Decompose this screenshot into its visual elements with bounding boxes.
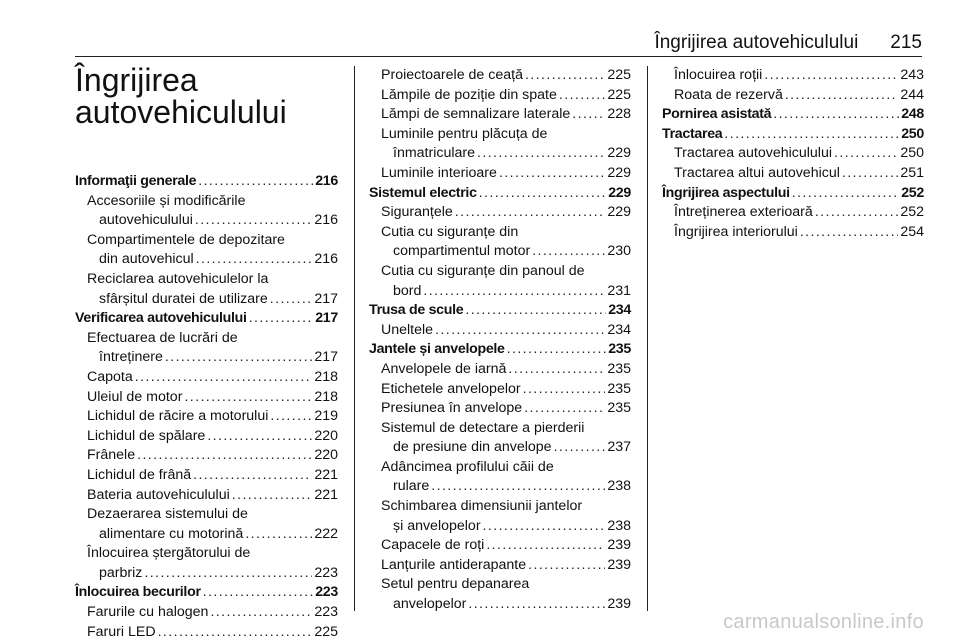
toc-entry-row: [381, 105, 631, 125]
toc-entry-row: [381, 203, 631, 223]
toc-item-entry[interactable]: [369, 203, 631, 223]
toc-column-1: [75, 172, 338, 642]
toc-entry-row: [381, 282, 631, 302]
toc-entry-text: Dezaerarea sistemului de: [87, 506, 248, 523]
toc-entry-text: Capacele de roți: [381, 537, 485, 554]
toc-entry-row: [87, 211, 338, 231]
toc-item-entry[interactable]: [75, 603, 338, 623]
leader-dots: [144, 564, 312, 584]
toc-page-number: 234: [607, 321, 631, 338]
toc-entry-continuation: compartimentul motor: [393, 243, 531, 260]
toc-page-number: 229: [607, 204, 631, 221]
leader-dots: [554, 438, 606, 458]
toc-entry-row: [87, 603, 338, 623]
toc-section-entry[interactable]: [75, 583, 338, 603]
toc-item-entry[interactable]: [75, 486, 338, 506]
toc-entry-text: Întreținerea exterioară: [674, 204, 813, 221]
toc-entry-row: [381, 360, 631, 380]
leader-dots: [435, 321, 605, 341]
toc-page-number: 238: [607, 517, 631, 534]
toc-entry-row: [87, 388, 338, 408]
toc-entry-text: Uleiul de motor: [87, 388, 183, 405]
toc-entry-text: Uneltele: [381, 321, 434, 338]
column-divider-1: [354, 66, 355, 611]
toc-entry-text: Bateria autovehiculului: [87, 486, 230, 503]
toc-entry-row: [381, 66, 631, 86]
leader-dots: [477, 144, 605, 164]
toc-entry-continuation: și anvelopelor: [393, 517, 481, 534]
toc-entry-row: [369, 301, 631, 321]
toc-column-2: [369, 66, 631, 615]
toc-page-number: 235: [607, 400, 631, 417]
toc-entry-continuation: bord: [393, 282, 422, 299]
toc-item-entry[interactable]: [369, 575, 631, 614]
toc-entry-row: [662, 105, 924, 125]
toc-item-entry[interactable]: [369, 125, 631, 164]
chapter-title-line-1: Îngrijirea: [75, 62, 198, 98]
toc-entry-text: Presiunea în anvelope: [381, 400, 523, 417]
toc-entry-row: [381, 595, 631, 615]
leader-dots: [203, 583, 314, 603]
leader-dots: [270, 290, 313, 310]
toc-entry-text: Înlocuirea roții: [674, 67, 763, 83]
toc-entry-text: Lămpile de poziție din spate: [381, 86, 557, 103]
toc-entry-text: Sistemul electric: [369, 184, 477, 201]
toc-page-number: 239: [607, 556, 631, 573]
leader-dots: [842, 164, 898, 184]
toc-entry-text: Tractarea altui autovehicul: [674, 164, 840, 181]
toc-entry-row: [674, 144, 924, 164]
toc-page-number: 238: [607, 478, 631, 495]
toc-entry-text: Înlocuirea becurilor: [75, 584, 201, 601]
toc-entry-text: Cutia cu siguranțe din panoul de: [381, 262, 585, 279]
toc-page-number: 222: [314, 525, 338, 542]
toc-page-number: 228: [607, 106, 631, 123]
toc-item-entry[interactable]: [369, 458, 631, 497]
toc-item-entry[interactable]: [369, 360, 631, 380]
toc-item-entry[interactable]: [369, 399, 631, 419]
toc-entry-continuation: sfârșitul duratei de utilizare: [99, 290, 268, 307]
toc-entry-row: [75, 583, 338, 603]
toc-page-number: 250: [901, 125, 924, 142]
toc-entry-text: Siguranțele: [381, 204, 453, 221]
toc-entry-text: Lichidul de răcire a motorului: [87, 408, 269, 425]
toc-column-3: [662, 66, 924, 242]
toc-page-number: 243: [900, 67, 924, 83]
leader-dots: [184, 388, 312, 408]
toc-entry-text: Lichidul de frână: [87, 466, 192, 483]
toc-entry-row: [381, 517, 631, 537]
leader-dots: [196, 250, 313, 270]
leader-dots: [465, 301, 606, 321]
toc-page-number: 221: [314, 466, 338, 483]
leader-dots: [135, 368, 313, 388]
leader-dots: [486, 536, 605, 556]
leader-dots: [507, 340, 607, 360]
leader-dots: [198, 172, 313, 192]
toc-entry-continuation: întreținere: [99, 349, 163, 366]
toc-page-number: 218: [314, 368, 338, 385]
header-rule: [75, 56, 922, 57]
toc-section-entry[interactable]: [369, 340, 631, 360]
toc-page-number: 220: [314, 427, 338, 444]
toc-page-number: 234: [608, 302, 631, 319]
toc-entry-continuation: alimentare cu motorină: [99, 525, 244, 542]
toc-item-entry[interactable]: [369, 536, 631, 556]
toc-entry-continuation: rulare: [393, 478, 430, 495]
toc-page-number: 248: [901, 106, 924, 123]
toc-item-entry[interactable]: [369, 223, 631, 262]
toc-entry-row: [662, 184, 924, 204]
toc-entry-row: [381, 399, 631, 419]
toc-item-entry[interactable]: [369, 66, 631, 86]
toc-entry-row: [87, 427, 338, 447]
header-title: Îngrijirea autovehiculului: [654, 32, 859, 53]
toc-page-number: 221: [314, 486, 338, 503]
toc-page-number: 235: [607, 380, 631, 397]
toc-entry-text: Îngrijirea interiorului: [674, 223, 798, 240]
toc-entry-text: Lanțurile antiderapante: [381, 556, 527, 573]
toc-item-entry[interactable]: [662, 144, 924, 164]
toc-page-number: 237: [607, 439, 631, 456]
toc-page-number: 252: [900, 204, 924, 221]
toc-page-number: 239: [607, 596, 631, 613]
toc-page-number: 239: [607, 537, 631, 554]
toc-page-number: 235: [608, 341, 631, 358]
toc-page-number: 225: [607, 86, 631, 103]
toc-entry-row: [381, 438, 631, 458]
toc-entry-row: [75, 309, 338, 329]
toc-entry-row: [381, 86, 631, 106]
leader-dots: [525, 66, 605, 86]
toc-entry-text: Verificarea autovehiculului: [75, 310, 247, 327]
toc-entry-row: [87, 407, 338, 427]
toc-entry-row: [381, 556, 631, 576]
toc-item-entry[interactable]: [369, 556, 631, 576]
toc-page-number: 216: [314, 212, 338, 229]
toc-page-number: 225: [607, 67, 631, 83]
toc-section-entry[interactable]: [662, 125, 924, 145]
leader-dots: [207, 427, 312, 447]
page-header: [654, 32, 922, 54]
toc-page-number: 235: [607, 360, 631, 377]
toc-page-number: 218: [314, 388, 338, 405]
toc-entry-row: [87, 290, 338, 310]
leader-dots: [523, 380, 606, 400]
leader-dots: [232, 486, 313, 506]
toc-item-entry[interactable]: [662, 223, 924, 243]
leader-dots: [431, 477, 605, 497]
toc-entry-text: Setul pentru depanarea: [381, 576, 530, 593]
leader-dots: [270, 407, 312, 427]
toc-entry-continuation: de presiune din anvelope: [393, 439, 552, 456]
toc-page-number: 216: [315, 173, 338, 189]
leader-dots: [165, 348, 312, 368]
leader-dots: [528, 556, 605, 576]
toc-entry-text: Jantele și anvelopele: [369, 341, 505, 358]
toc-item-entry[interactable]: [369, 86, 631, 106]
toc-entry-text: Faruri LED: [87, 623, 156, 640]
toc-entry-text: Lămpi de semnalizare laterale: [381, 106, 571, 123]
leader-dots: [479, 184, 607, 204]
toc-page-number: 217: [315, 310, 338, 327]
leader-dots: [785, 86, 898, 106]
toc-entry-row: [381, 536, 631, 556]
leader-dots: [193, 466, 312, 486]
toc-entry-text: Capota: [87, 368, 133, 385]
toc-entry-row: [87, 486, 338, 506]
toc-page-number: 217: [314, 290, 338, 307]
toc-item-entry[interactable]: [369, 164, 631, 184]
toc-entry-row: [674, 86, 924, 106]
toc-entry-row: [87, 348, 338, 368]
toc-entry-row: [381, 242, 631, 262]
leader-dots: [455, 203, 606, 223]
toc-entry-text: Reciclarea autovehiculelor la: [87, 270, 269, 287]
leader-dots: [210, 603, 312, 623]
toc-entry-text: Informaţii generale: [75, 173, 197, 189]
toc-entry-row: [381, 477, 631, 497]
toc-item-entry[interactable]: [75, 544, 338, 583]
leader-dots: [572, 105, 605, 125]
toc-entry-text: Trusa de scule: [369, 302, 464, 319]
watermark: carmanualsonline.info: [723, 611, 924, 633]
toc-entry-continuation: anvelopelor: [393, 596, 467, 613]
leader-dots: [532, 242, 605, 262]
toc-entry-row: [87, 525, 338, 545]
toc-section-entry[interactable]: [662, 105, 924, 125]
toc-page-number: 220: [314, 447, 338, 464]
toc-page-number: 250: [900, 145, 924, 162]
leader-dots: [158, 623, 313, 642]
toc-entry-text: Schimbarea dimensiunii jantelor: [381, 498, 583, 515]
toc-item-entry[interactable]: [75, 192, 338, 231]
toc-entry-row: [87, 466, 338, 486]
chapter-title: [75, 64, 287, 128]
toc-entry-row: [381, 380, 631, 400]
toc-page-number: 229: [607, 164, 631, 181]
chapter-title-line-2: autovehiculului: [75, 94, 287, 130]
leader-dots: [724, 125, 899, 145]
leader-dots: [195, 211, 312, 231]
leader-dots: [137, 446, 312, 466]
toc-entry-text: Luminile pentru plăcuța de: [381, 125, 548, 142]
toc-entry-row: [674, 164, 924, 184]
leader-dots: [423, 282, 605, 302]
toc-item-entry[interactable]: [75, 427, 338, 447]
toc-entry-row: [381, 164, 631, 184]
toc-page-number: 219: [314, 408, 338, 425]
toc-page-number: 223: [314, 564, 338, 581]
leader-dots: [834, 144, 898, 164]
toc-entry-row: [87, 623, 338, 642]
toc-entry-text: Efectuarea de lucrări de: [87, 329, 238, 346]
toc-item-entry[interactable]: [75, 505, 338, 544]
toc-item-entry[interactable]: [75, 466, 338, 486]
toc-entry-row: [381, 144, 631, 164]
toc-entry-text: Cutia cu siguranțe din: [381, 223, 519, 240]
toc-page-number: 223: [315, 584, 338, 601]
toc-page-number: 244: [900, 86, 924, 103]
toc-entry-continuation: autovehiculului: [99, 212, 193, 229]
toc-entry-row: [674, 66, 924, 86]
toc-entry-text: Lichidul de spălare: [87, 427, 206, 444]
toc-item-entry[interactable]: [75, 270, 338, 309]
toc-item-entry[interactable]: [662, 164, 924, 184]
toc-item-entry[interactable]: [369, 497, 631, 536]
toc-entry-continuation: parbriz: [99, 564, 143, 581]
leader-dots: [245, 525, 312, 545]
toc-page-number: 230: [607, 243, 631, 260]
leader-dots: [815, 203, 899, 223]
toc-page-number: 216: [314, 251, 338, 268]
toc-entry-row: [662, 125, 924, 145]
toc-entry-text: Adâncimea profilului căii de: [381, 458, 554, 475]
leader-dots: [800, 223, 899, 243]
toc-item-entry[interactable]: [662, 203, 924, 223]
toc-entry-text: Frânele: [87, 447, 136, 464]
toc-section-entry[interactable]: [75, 172, 338, 192]
toc-page-number: 225: [314, 623, 338, 640]
toc-entry-text: Tractarea: [662, 125, 723, 142]
leader-dots: [764, 66, 898, 86]
leader-dots: [524, 399, 605, 419]
toc-item-entry[interactable]: [75, 329, 338, 368]
toc-item-entry[interactable]: [75, 407, 338, 427]
toc-item-entry[interactable]: [369, 380, 631, 400]
toc-item-entry[interactable]: [75, 446, 338, 466]
toc-entry-text: Anvelopele de iarnă: [381, 360, 507, 377]
leader-dots: [773, 105, 899, 125]
toc-entry-row: [87, 446, 338, 466]
toc-entry-text: Etichetele anvelopelor: [381, 380, 521, 397]
toc-page-number: 229: [607, 145, 631, 162]
toc-entry-continuation: din autovehicul: [99, 251, 194, 268]
toc-entry-row: [381, 321, 631, 341]
toc-entry-row: [87, 368, 338, 388]
toc-item-entry[interactable]: [75, 388, 338, 408]
toc-entry-row: [674, 223, 924, 243]
toc-entry-text: Proiectoarele de ceață: [381, 67, 523, 83]
toc-page-number: 251: [900, 164, 924, 181]
toc-page-number: 217: [314, 349, 338, 366]
leader-dots: [468, 595, 605, 615]
toc-entry-text: Farurile cu halogen: [87, 604, 209, 621]
toc-item-entry[interactable]: [369, 262, 631, 301]
toc-entry-text: Compartimentele de depozitare: [87, 231, 285, 248]
toc-section-entry[interactable]: [662, 184, 924, 204]
toc-entry-row: [87, 250, 338, 270]
toc-item-entry[interactable]: [75, 231, 338, 270]
leader-dots: [508, 360, 605, 380]
toc-entry-row: [674, 203, 924, 223]
toc-item-entry[interactable]: [369, 419, 631, 458]
toc-item-entry[interactable]: [662, 66, 924, 86]
toc-entry-text: Sistemul de detectare a pierderii: [381, 419, 585, 436]
toc-section-entry[interactable]: [369, 184, 631, 204]
toc-item-entry[interactable]: [369, 105, 631, 125]
toc-item-entry[interactable]: [369, 321, 631, 341]
toc-section-entry[interactable]: [75, 309, 338, 329]
leader-dots: [249, 309, 314, 329]
leader-dots: [483, 517, 606, 537]
header-page-number: 215: [890, 32, 922, 53]
toc-page-number: 252: [901, 184, 924, 201]
toc-entry-text: Îngrijirea aspectului: [662, 184, 790, 201]
toc-entry-text: Pornirea asistată: [662, 106, 772, 123]
toc-page-number: 231: [607, 282, 631, 299]
toc-page-number: 223: [314, 604, 338, 621]
toc-entry-text: Accesoriile și modificările: [87, 192, 246, 209]
leader-dots: [792, 184, 899, 204]
leader-dots: [499, 164, 605, 184]
toc-item-entry[interactable]: [75, 368, 338, 388]
toc-entry-row: [75, 172, 338, 192]
toc-item-entry[interactable]: [662, 86, 924, 106]
toc-entry-text: Roata de rezervă: [674, 86, 783, 103]
toc-entry-continuation: înmatriculare: [393, 145, 476, 162]
toc-page-number: 254: [900, 223, 924, 240]
toc-entry-row: [369, 340, 631, 360]
toc-entry-text: Înlocuirea ștergătorului de: [87, 545, 251, 562]
toc-entry-row: [369, 184, 631, 204]
toc-entry-text: Luminile interioare: [381, 164, 497, 181]
column-divider-2: [647, 66, 648, 611]
toc-page-number: 229: [608, 184, 631, 201]
toc-item-entry[interactable]: [75, 623, 338, 642]
toc-entry-row: [87, 564, 338, 584]
toc-entry-text: Tractarea autovehiculului: [674, 145, 832, 162]
toc-section-entry[interactable]: [369, 301, 631, 321]
leader-dots: [559, 86, 605, 106]
